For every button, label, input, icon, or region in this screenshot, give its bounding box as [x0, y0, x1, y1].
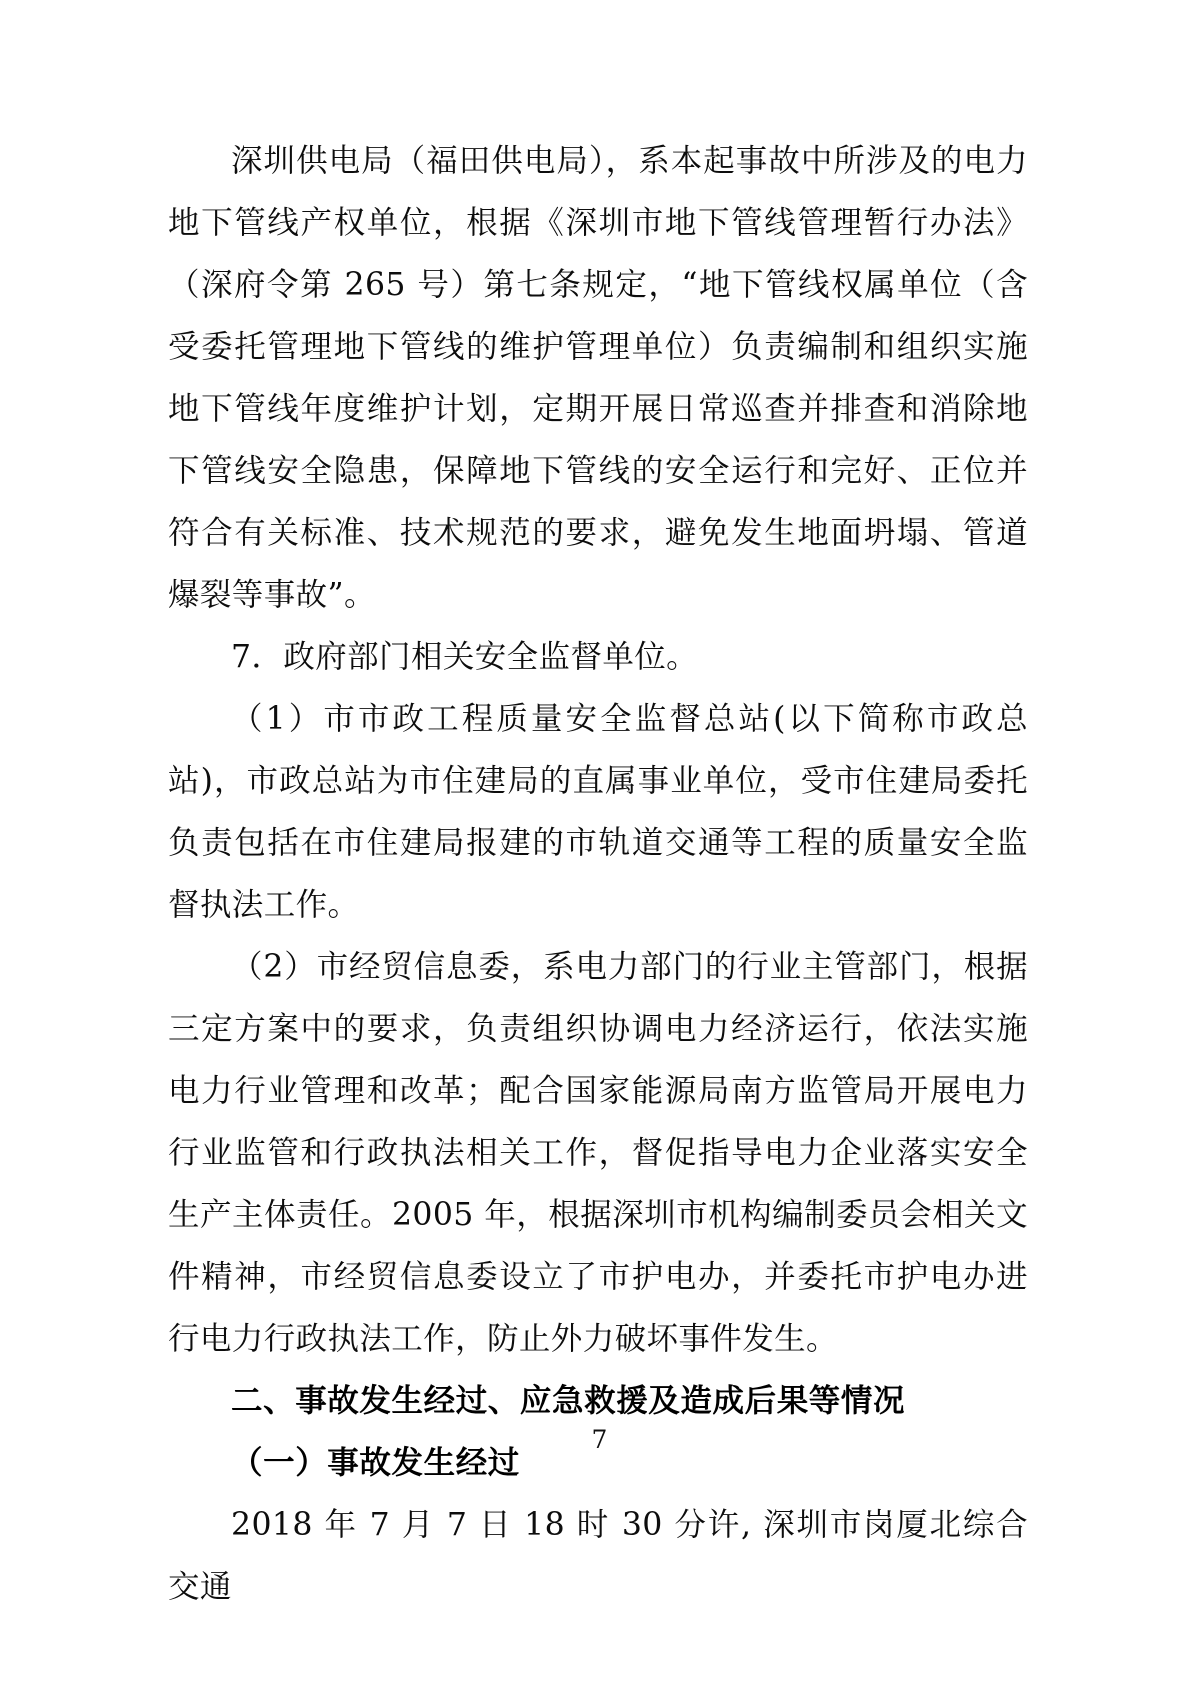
page-number: 7: [591, 1425, 608, 1454]
subsection-heading: （一）事故发生经过: [231, 1444, 520, 1481]
page-body: [168, 130, 1028, 1618]
paragraph-1: 深圳供电局（福田供电局），系本起事故中所涉及的电力地下管线产权单位，根据《深圳市地下管线管理暂行办法》（深府令第 265 号）第七条规定，“地下管线权属单位（含受委托管理地下管线的维护管理单位）负责编制和组织实施地下管线年度维护计划，定期开展日常巡查并排查和消除地下管线安全隐患，保障地下管线的安全运行和完好、正位并符合有关标准、技术规范的要求，避免发生地面坍塌、管道爆裂等事故”。: [168, 143, 1028, 613]
section-heading: 二、事故发生经过、应急救援及造成后果等情况: [231, 1382, 906, 1419]
paragraph-4: （2）市经贸信息委，系电力部门的行业主管部门，根据三定方案中的要求，负责组织协调电力经济运行，依法实施电力行业管理和改革；配合国家能源局南方监管局开展电力行业监管和行政执法相关工作，督促指导电力企业落实安全生产主体责任。2005 年，根据深圳市机构编制委员会相关文件精神，市经贸信息委设立了市护电办，并委托市护电办进行电力行政执法工作，防止外力破坏事件发生。: [168, 949, 1028, 1357]
paragraph-3: （1）市市政工程质量安全监督总站(以下简称市政总站)，市政总站为市住建局的直属事业单位，受市住建局委托负责包括在市住建局报建的市轨道交通等工程的质量安全监督执法工作。: [168, 701, 1028, 923]
paragraph-7: 2018 年 7 月 7 日 18 时 30 分许, 深圳市岗厦北综合交通: [168, 1507, 1028, 1605]
paragraph-2: 7．政府部门相关安全监督单位。: [231, 639, 699, 675]
